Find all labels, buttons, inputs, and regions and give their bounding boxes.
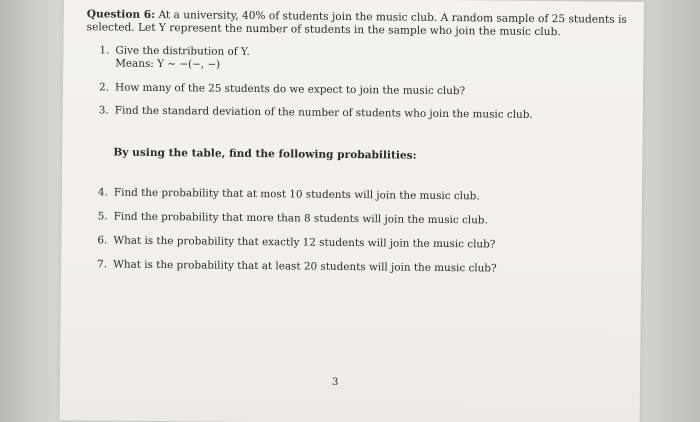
item-number: 1. [99,44,110,57]
question-list-part1 [99,44,534,132]
distribution-notation: Means: Y ∼ −(−, −) [115,57,221,71]
paper-sheet [60,0,644,422]
item-text: Give the distribution of Y. [115,44,250,58]
item-number: 7. [97,258,108,271]
item-number: 6. [97,234,108,247]
question-text: At a university, 40% of students join the music club. A random sample of 25 students is selected. Let Y represent the number of students in the sample who join the music club. [86,8,627,39]
item-text: Find the probability that more than 8 students will join the music club. [113,210,488,227]
question-prompt [87,8,627,40]
table-instruction: By using the table, find the following probabilities: [113,146,417,162]
question-list-part2 [97,186,497,286]
list-item-4 [98,186,498,202]
list-item-3 [99,104,533,121]
page-number: 3 [331,376,339,388]
list-item-6 [97,234,497,250]
list-item-1 [99,44,533,74]
item-text: Find the probability that at most 10 students will join the music club. [113,186,480,203]
item-number: 3. [98,104,109,117]
item-number: 4. [97,186,108,199]
list-item-7 [97,258,497,274]
item-text: How many of the 25 students do we expect to join the music club? [114,81,466,98]
item-text: Find the standard deviation of the number of students who join the music club. [114,104,533,121]
list-item-5 [98,210,498,226]
item-text: What is the probability that exactly 12 students will join the music club? [113,234,496,251]
item-text: What is the probability that at least 20 students will join the music club? [113,258,497,275]
item-number: 2. [98,81,110,94]
list-item-2 [99,81,533,98]
item-number: 5. [97,210,108,223]
question-label: Question 6: [86,8,156,21]
